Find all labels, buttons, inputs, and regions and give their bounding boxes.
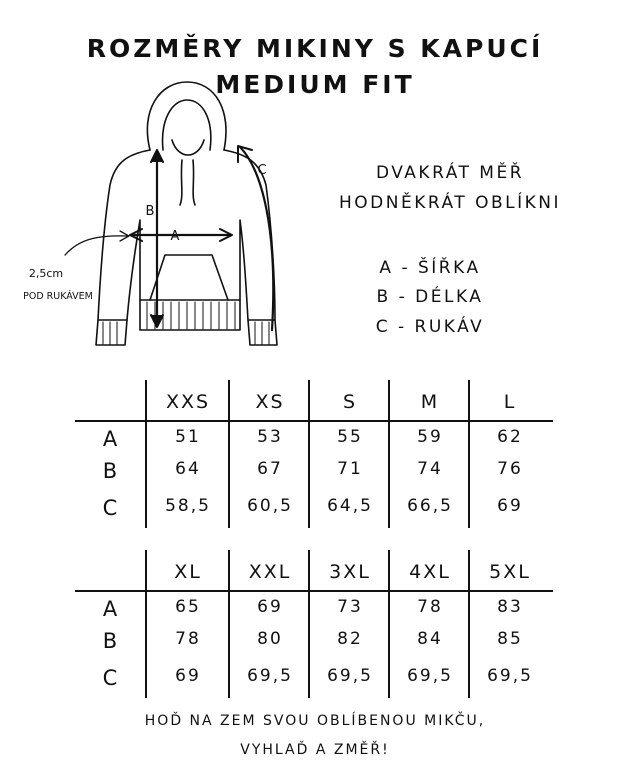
size-header: XXL — [248, 561, 292, 583]
size-header: 5XL — [489, 561, 531, 583]
size-header: L — [503, 391, 517, 413]
legend-c: C - RUKÁV — [375, 317, 485, 337]
table-cell: 73 — [337, 597, 363, 617]
hoodie-diagram — [0, 70, 300, 360]
motto-line-1: DVAKRÁT MĚŘ — [375, 163, 525, 183]
label-c: C — [257, 163, 267, 178]
table-cell: 76 — [497, 459, 523, 479]
kangaroo-pocket — [150, 255, 228, 300]
size-header: S — [342, 391, 358, 413]
label-a: A — [170, 229, 180, 244]
table-cell: 69,5 — [247, 666, 293, 686]
table-cell: 83 — [497, 597, 523, 617]
table-row — [75, 629, 555, 659]
page-title: ROZMĚRY MIKINY S KAPUCÍ — [86, 34, 544, 63]
drawstring-right — [193, 160, 195, 205]
note-line1: 2,5cm — [28, 267, 64, 280]
table-cell: 69 — [497, 496, 523, 516]
table-cell: 69,5 — [487, 666, 533, 686]
note-line2: POD RUKÁVEM — [23, 291, 93, 302]
table-cell: 80 — [257, 629, 283, 649]
label-b: B — [145, 204, 155, 219]
size-header-row — [75, 391, 555, 421]
table-cell: 69,5 — [327, 666, 373, 686]
table-cell: 66,5 — [407, 496, 453, 516]
size-header: XL — [174, 561, 202, 583]
table-cell: 51 — [175, 427, 201, 447]
size-table-1 — [75, 380, 555, 528]
size-header: 3XL — [329, 561, 371, 583]
size-header: XXS — [165, 391, 211, 413]
note-pointer — [65, 236, 128, 255]
size-header: M — [420, 391, 440, 413]
table-cell: 78 — [417, 597, 443, 617]
table-cell: 55 — [337, 427, 363, 447]
row-label: A — [102, 427, 118, 451]
legend-a: A - ŠÍŘKA — [379, 258, 481, 278]
footer-line-2: VYHLAĎ A ZMĚŘ! — [240, 742, 390, 758]
row-label: A — [102, 597, 118, 621]
table-row — [75, 496, 555, 526]
footer-line-1: HOĎ NA ZEM SVOU OBLÍBENOU MIKČU, — [144, 713, 486, 729]
table-cell: 71 — [337, 459, 363, 479]
table-cell: 62 — [497, 427, 523, 447]
table-row — [75, 459, 555, 489]
table-cell: 84 — [417, 629, 443, 649]
size-table-2 — [75, 550, 555, 698]
table-cell: 74 — [417, 459, 443, 479]
row-label: B — [102, 629, 118, 653]
size-header: 4XL — [409, 561, 451, 583]
table-row — [75, 597, 555, 627]
table-cell: 64 — [175, 459, 201, 479]
table-cell: 65 — [175, 597, 201, 617]
row-label: C — [102, 496, 118, 520]
table-cell: 78 — [175, 629, 201, 649]
table-cell: 53 — [257, 427, 283, 447]
size-header: XS — [255, 391, 285, 413]
row-label: B — [102, 459, 118, 483]
table-cell: 60,5 — [247, 496, 293, 516]
left-cuff — [96, 320, 127, 345]
hood-outline — [147, 82, 226, 150]
row-label: C — [102, 666, 118, 690]
table-row — [75, 666, 555, 696]
table-cell: 85 — [497, 629, 523, 649]
table-cell: 58,5 — [165, 496, 211, 516]
table-cell: 69 — [175, 666, 201, 686]
drawstring-left — [180, 160, 182, 205]
legend-b: B - DÉLKA — [376, 287, 484, 307]
page-subtitle: MEDIUM FIT — [215, 70, 415, 99]
table-cell: 67 — [257, 459, 283, 479]
table-row — [75, 427, 555, 457]
table-cell: 69 — [257, 597, 283, 617]
table-cell: 59 — [417, 427, 443, 447]
hood-opening — [172, 140, 204, 155]
size-header-row — [75, 561, 555, 591]
table-cell: 64,5 — [327, 496, 373, 516]
table-cell: 82 — [337, 629, 363, 649]
motto-line-2: HODNĚKRÁT OBLÍKNI — [339, 193, 561, 213]
table-cell: 69,5 — [407, 666, 453, 686]
